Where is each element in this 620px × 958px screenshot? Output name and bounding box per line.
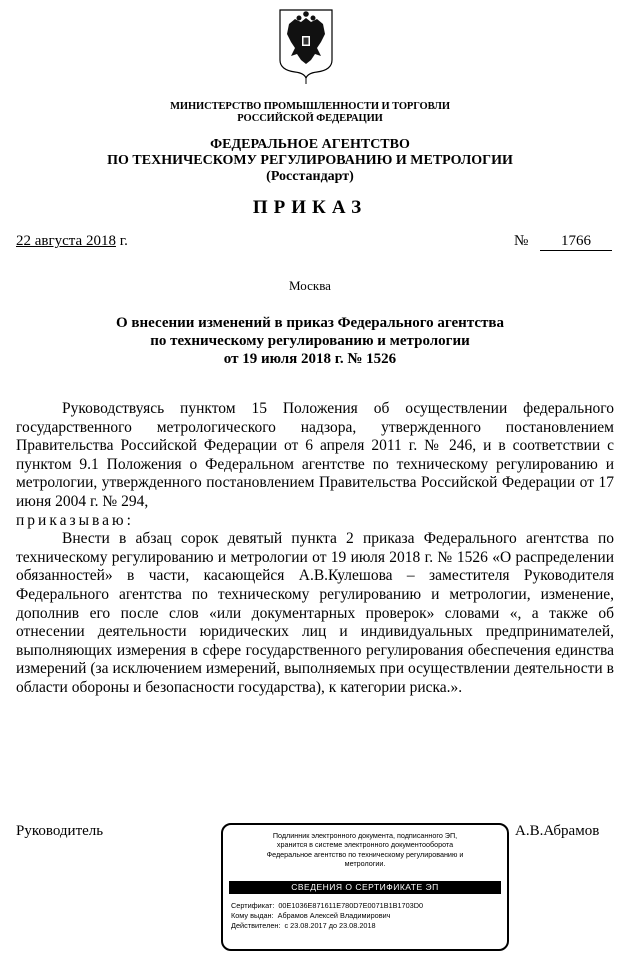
coat-of-arms-emblem [277, 8, 335, 84]
subject-line-3: от 19 июля 2018 г. № 1526 [223, 351, 397, 367]
certificate-value: 00E1036E871611E780D7E0071B1B1703D0 [278, 901, 424, 910]
certificate-label: Сертификат: [231, 901, 275, 910]
stamp-line-3: Федеральное агентство по техническому регулированию и [266, 849, 464, 859]
order-body [16, 400, 614, 698]
certificate-details [231, 901, 423, 930]
ministry-line-2: РОССИЙСКОЙ ФЕДЕРАЦИИ [237, 113, 383, 124]
agency-name [0, 137, 620, 185]
validity-label: Действителен: [231, 920, 281, 930]
signatory-name: А.В.Абрамов [515, 823, 600, 839]
subject-line-1: О внесении изменений в приказ Федерального агентства [116, 315, 504, 331]
order-date-value: 22 августа 2018 [16, 233, 116, 249]
preamble-paragraph: Руководствуясь пунктом 15 Положения об осуществлении федерального государственного метрологического надзора, утвержденного постановлением Правительства Российской Федерации от 6 апреля 2011 г. № 246, и в соответствии с пунктом 9.1 Положения о Федеральном агентстве по техническому регулированию и метрологии, утвержденного постановлением Правительства Российской Федерации от 17 июня 2004 г. № 294, [16, 400, 614, 510]
electronic-signature-stamp [221, 823, 509, 951]
order-directive-word: приказываю: [16, 511, 134, 529]
ministry-name [0, 101, 620, 125]
agency-line-2: ПО ТЕХНИЧЕСКОМУ РЕГУЛИРОВАНИЮ И МЕТРОЛОГИИ [107, 153, 513, 168]
agency-line-1: ФЕДЕРАЛЬНОЕ АГЕНТСТВО [210, 137, 410, 152]
order-date [16, 233, 128, 250]
order-number-label: № [514, 233, 529, 249]
issued-to-row [231, 911, 423, 921]
issued-to-value: Абрамов Алексей Владимирович [277, 910, 391, 920]
ministry-line-1: МИНИСТЕРСТВО ПРОМЫШЛЕННОСТИ И ТОРГОВЛИ [170, 101, 450, 112]
order-date-suffix: г. [115, 233, 128, 249]
order-number: 1766 [540, 233, 612, 251]
stamp-notice [227, 831, 503, 869]
order-title: ПРИКАЗ [252, 197, 368, 218]
directive-paragraph: Внести в абзац сорок девятый пункта 2 приказа Федерального агентства по техническому регулированию и метрологии от 19 июля 2018 г. № 1526 «О распределении обязанностей» в части, касающейся А.В.Кулешова – заместителя Руководителя Федерального агентства по техническому регулированию и метрологии, изменение, дополнив его после слов «или документарных проверок» словами «, а также об отнесении деятельности юридических лиц и индивидуальных предпринимателей, выполняющих измерения в сфере государственного регулирования обеспечения единства измерений (за исключением измерений, выполняемых при осуществлении деятельности в области обороны и безопасности государства), к категории риска.». [16, 530, 614, 696]
subject-line-2: по техническому регулированию и метрологии [150, 333, 470, 349]
stamp-line-4: метрологии. [344, 859, 386, 869]
stamp-line-1: Подлинник электронного документа, подписанного ЭП, [272, 831, 458, 840]
order-subject [0, 314, 620, 368]
certificate-info-header: СВЕДЕНИЯ О СЕРТИФИКАТЕ ЭП [229, 881, 501, 894]
order-city: Москва [289, 278, 331, 293]
validity-row [231, 921, 423, 931]
agency-short-name: (Росстандарт) [266, 169, 354, 184]
issued-to-label: Кому выдан: [231, 910, 274, 920]
stamp-line-2: хранится в системе электронного документооборота [276, 840, 454, 850]
validity-value: с 23.08.2017 до 23.08.2018 [284, 920, 376, 930]
signatory-role: Руководитель [16, 823, 104, 839]
certificate-row [231, 901, 423, 911]
